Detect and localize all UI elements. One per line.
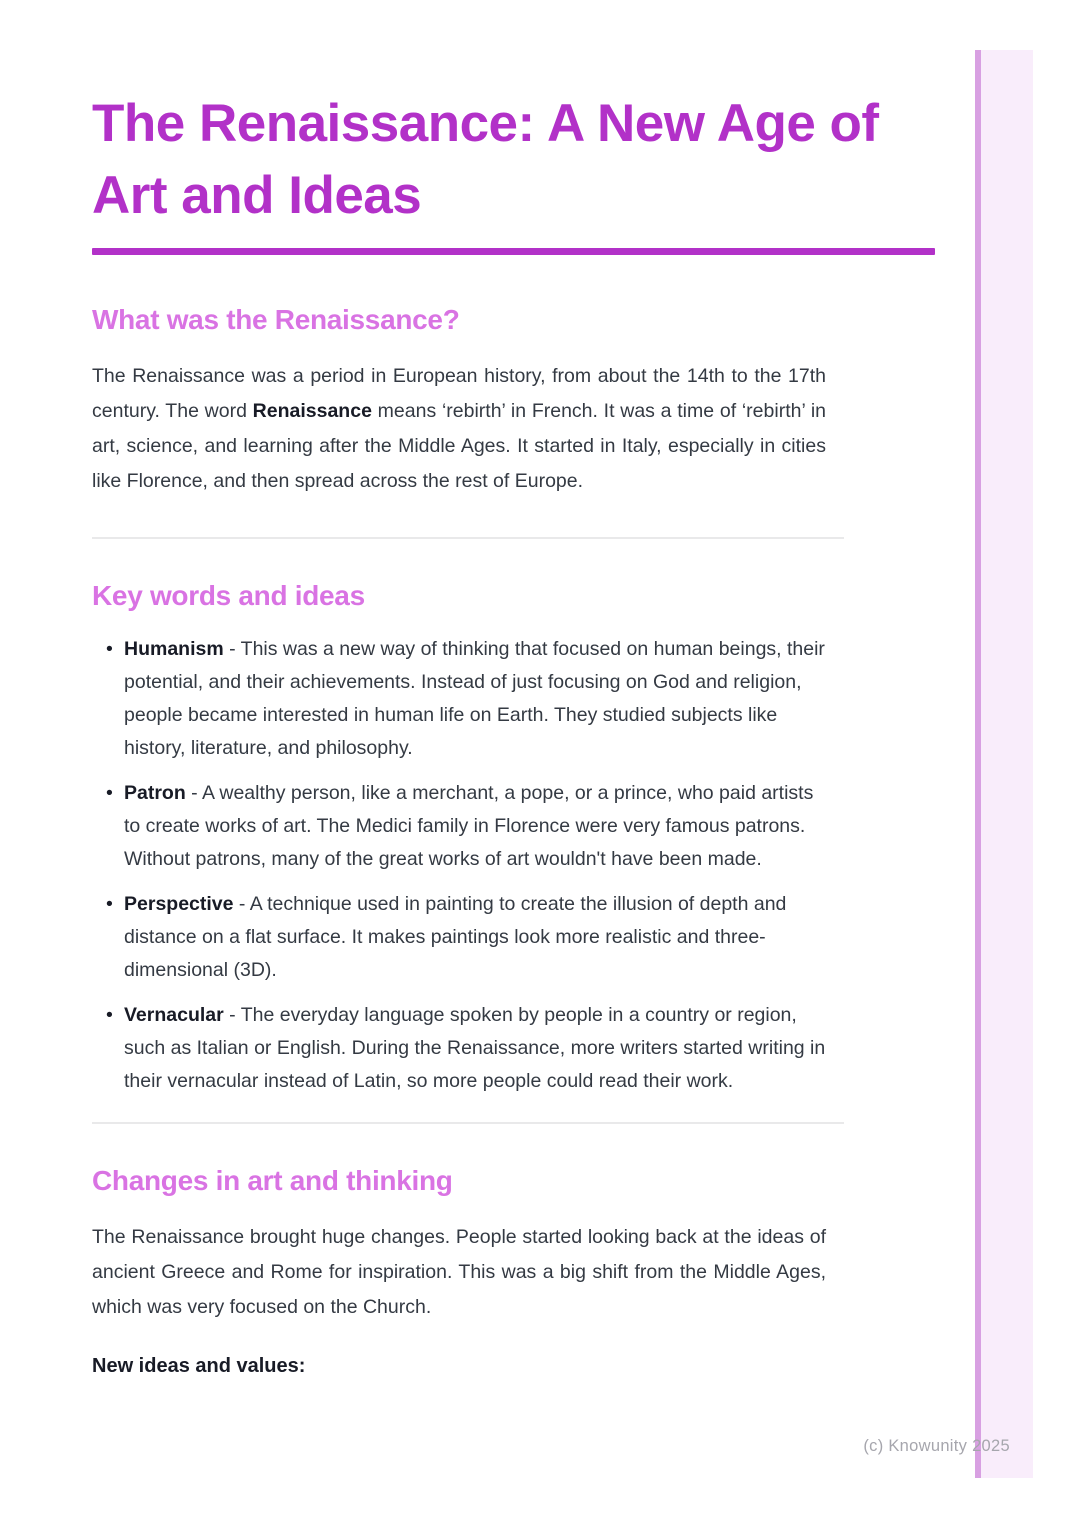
- keyword-term: Perspective: [124, 893, 234, 915]
- keyword-term: Vernacular: [124, 1004, 224, 1026]
- keyword-item-vernacular: [106, 999, 826, 1098]
- intro-paragraph-bold-term: Renaissance: [252, 400, 372, 422]
- keyword-item-humanism: [106, 633, 826, 765]
- keyword-term: Humanism: [124, 638, 224, 660]
- keyword-definition: - A technique used in painting to create the illusion of depth and distance on a flat surface. It makes paintings look more realistic and three-dimensional (3D).: [124, 893, 787, 981]
- intro-paragraph: [92, 359, 826, 499]
- intro-paragraph-before: The Renaissance was a period in European history, from about the 14th to the 17th century. The word: [92, 365, 826, 422]
- keyword-definition: - This was a new way of thinking that focused on human beings, their potential, and their achievements. Instead of just focusing on God and religion, people became interested in human life on Earth. They studied subjects like history, literature, and philosophy.: [124, 638, 825, 759]
- section-heading-key-words: Key words and ideas: [92, 580, 365, 611]
- keyword-item-perspective: [106, 888, 826, 987]
- page-edge-stripe: [975, 50, 1033, 1478]
- document-page: [92, 88, 879, 1381]
- keyword-term: Patron: [124, 782, 186, 804]
- keyword-item-patron: [106, 777, 826, 876]
- intro-paragraph-after: means ‘rebirth’ in French. It was a time of ‘rebirth’ in art, science, and learning after the Middle Ages. It started in Italy, especially in cities like Florence, and then spread across the rest of Europe.: [92, 400, 826, 492]
- section-heading-changes: Changes in art and thinking: [92, 1165, 453, 1196]
- keyword-definition: - A wealthy person, like a merchant, a pope, or a prince, who paid artists to create works of art. The Medici family in Florence were very famous patrons. Without patrons, many of the great works of art wouldn't have been made.: [124, 782, 814, 870]
- keyword-list: [92, 633, 826, 1098]
- section-divider: [92, 1122, 844, 1124]
- section-divider: [92, 537, 844, 539]
- keyword-definition: - The everyday language spoken by people in a country or region, such as Italian or English. During the Renaissance, more writers started writing in their vernacular instead of Latin, so more people could read their work.: [124, 1004, 826, 1092]
- watermark: (c) Knowunity 2025: [863, 1437, 1010, 1455]
- page-title: The Renaissance: A New Age of Art and Ideas: [92, 94, 879, 225]
- changes-paragraph: The Renaissance brought huge changes. People started looking back at the ideas of ancient Greece and Rome for inspiration. This was a big shift from the Middle Ages, which was very focused on the Church.: [92, 1226, 826, 1318]
- sub-heading-new-ideas: New ideas and values:: [92, 1355, 306, 1377]
- section-heading-what-was-the-renaissance: What was the Renaissance?: [92, 304, 460, 335]
- title-rule: [92, 248, 935, 255]
